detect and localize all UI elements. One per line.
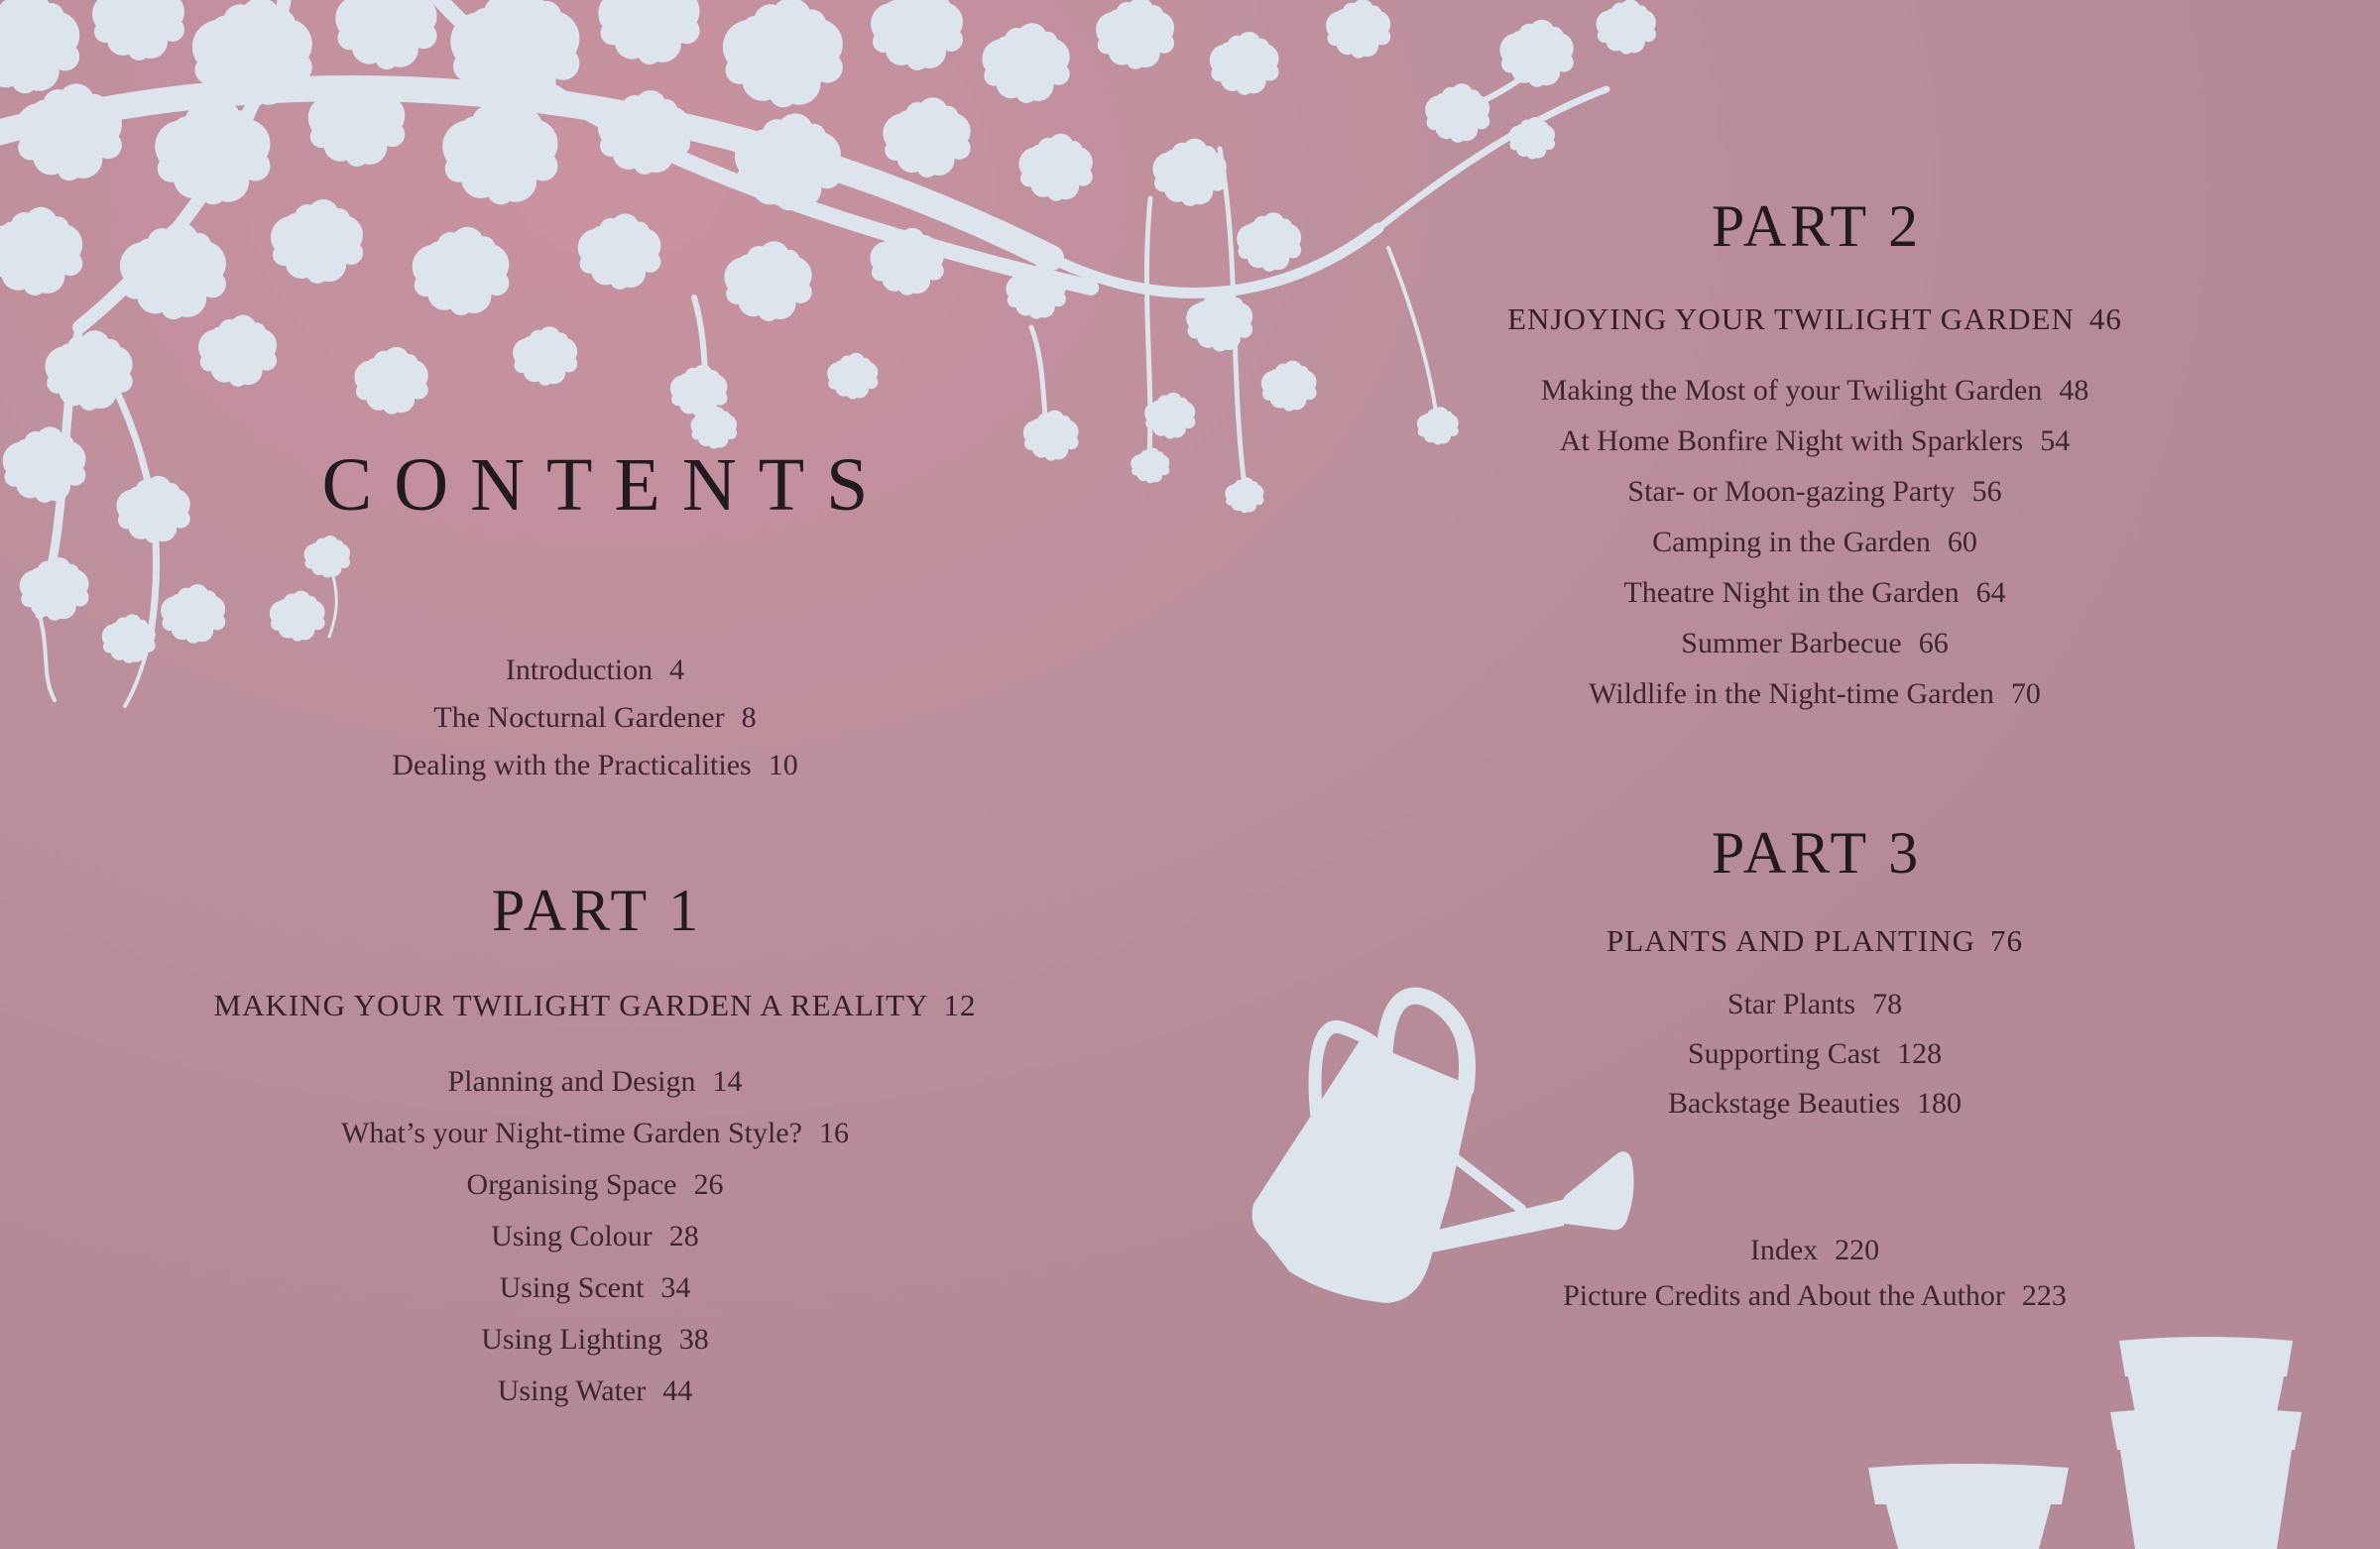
part2-subtitle <box>1319 300 2311 337</box>
toc-entry-label: Introduction <box>505 654 654 686</box>
toc-entry-label: Star- or Moon-gazing Party <box>1627 475 1956 508</box>
toc-entry-label: Using Colour <box>491 1220 653 1252</box>
part3-subtitle-page-number: 76 <box>1990 923 2024 958</box>
toc-entry-label: Backstage Beauties <box>1667 1087 1901 1120</box>
toc-entry <box>99 742 1091 789</box>
toc-entry <box>99 1262 1091 1314</box>
toc-entry-label: Index <box>1749 1234 1819 1266</box>
toc-entry-page-number: 8 <box>741 701 757 734</box>
toc-entry-label: Planning and Design <box>447 1065 696 1098</box>
toc-entry-label: What’s your Night-time Garden Style? <box>341 1117 802 1149</box>
toc-entry-label: Wildlife in the Night-time Garden <box>1589 677 1994 710</box>
toc-entry-page-number: 56 <box>1971 475 2002 508</box>
toc-entry-page-number: 34 <box>660 1271 691 1304</box>
toc-entry <box>1319 980 2311 1029</box>
toc-entry <box>1319 466 2311 517</box>
toc-entry-label: At Home Bonfire Night with Sparklers <box>1559 424 2024 457</box>
toc-entry-page-number: 180 <box>1917 1087 1963 1120</box>
toc-entry-label: The Nocturnal Gardener <box>433 701 725 734</box>
toc-entry-page-number: 44 <box>662 1374 693 1407</box>
toc-entry-page-number: 14 <box>712 1065 743 1098</box>
toc-entry <box>1319 1029 2311 1079</box>
toc-entry-label: Summer Barbecue <box>1681 627 1902 659</box>
page-title: CONTENTS <box>321 443 891 527</box>
toc-entry <box>1319 618 2311 668</box>
toc-entry-label: Picture Credits and About the Author <box>1563 1279 2005 1312</box>
toc-entry-label: Dealing with the Practicalities <box>392 749 752 781</box>
toc-entry-page-number: 54 <box>2040 424 2071 457</box>
part3-subtitle <box>1319 922 2311 959</box>
part2-toc-list <box>1319 365 2311 719</box>
toc-entry-page-number: 48 <box>2059 374 2089 407</box>
toc-entry-page-number: 64 <box>1975 576 2006 609</box>
toc-entry-page-number: 4 <box>669 654 685 686</box>
part1-subtitle <box>99 987 1091 1023</box>
toc-entry-label: Star Plants <box>1726 988 1856 1020</box>
toc-entry-page-number: 128 <box>1897 1037 1943 1070</box>
toc-entry-page-number: 78 <box>1872 988 1903 1020</box>
part2-heading: PART 2 <box>1711 193 1923 259</box>
toc-entry <box>1319 1273 2311 1319</box>
toc-entry <box>99 1159 1091 1211</box>
toc-entry <box>99 1366 1091 1417</box>
part1-heading: PART 1 <box>491 878 703 943</box>
toc-entry <box>1319 1079 2311 1129</box>
part3-subtitle-label: PLANTS AND PLANTING <box>1606 923 1976 958</box>
part1-subtitle-label: MAKING YOUR TWILIGHT GARDEN A REALITY <box>213 988 929 1022</box>
toc-entry <box>1319 1228 2311 1273</box>
toc-entry-page-number: 28 <box>668 1220 699 1252</box>
flower-pots-illustration <box>1868 1337 2302 1549</box>
part1-subtitle-page-number: 12 <box>943 988 977 1022</box>
toc-entry-label: Using Lighting <box>481 1323 662 1356</box>
toc-entry <box>99 694 1091 742</box>
toc-entry <box>1319 365 2311 416</box>
toc-entry-page-number: 26 <box>693 1168 724 1201</box>
toc-entry <box>99 1108 1091 1159</box>
toc-entry-label: Supporting Cast <box>1687 1037 1881 1070</box>
toc-entry-page-number: 66 <box>1918 627 1949 659</box>
end-matter-toc-list <box>1319 1228 2311 1319</box>
toc-entry <box>99 1211 1091 1262</box>
toc-entry-page-number: 16 <box>818 1117 849 1149</box>
part2-subtitle-label: ENJOYING YOUR TWILIGHT GARDEN <box>1507 301 2075 336</box>
toc-entry-label: Making the Most of your Twilight Garden <box>1540 374 2043 407</box>
toc-entry <box>1319 567 2311 618</box>
toc-entry <box>1319 668 2311 719</box>
toc-entry <box>1319 517 2311 567</box>
toc-entry-page-number: 220 <box>1835 1234 1880 1266</box>
toc-entry-page-number: 223 <box>2021 1279 2067 1312</box>
toc-entry-page-number: 70 <box>2010 677 2041 710</box>
toc-entry-label: Organising Space <box>466 1168 677 1201</box>
toc-entry-page-number: 10 <box>768 749 798 781</box>
toc-entry-page-number: 38 <box>678 1323 709 1356</box>
intro-toc-list <box>99 647 1091 789</box>
part1-toc-list <box>99 1056 1091 1417</box>
toc-entry-label: Using Water <box>497 1374 647 1407</box>
part3-heading: PART 3 <box>1711 820 1923 886</box>
part2-subtitle-page-number: 46 <box>2088 301 2122 336</box>
toc-entry <box>1319 416 2311 466</box>
toc-entry-page-number: 60 <box>1947 526 1977 558</box>
toc-entry-label: Camping in the Garden <box>1652 526 1931 558</box>
part3-toc-list <box>1319 980 2311 1129</box>
toc-entry <box>99 1056 1091 1108</box>
toc-entry <box>99 1314 1091 1366</box>
toc-entry-label: Using Scent <box>499 1271 645 1304</box>
toc-entry-label: Theatre Night in the Garden <box>1623 576 1960 609</box>
toc-entry <box>99 647 1091 694</box>
